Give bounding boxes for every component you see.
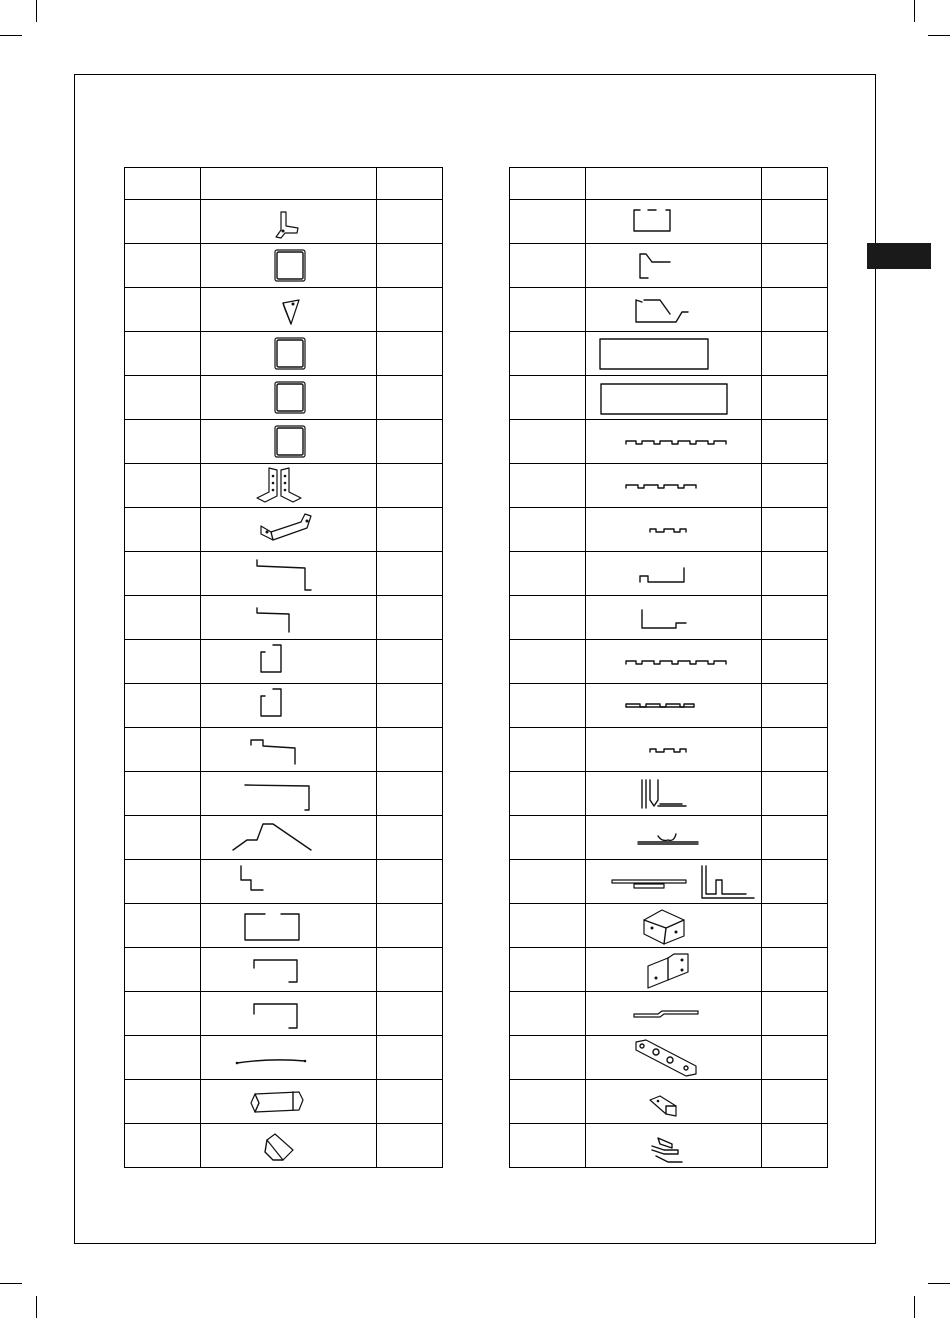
box-bracket-icon (586, 904, 761, 947)
table-row (125, 948, 443, 992)
part-qty (762, 1036, 828, 1080)
table-row (510, 772, 828, 816)
part-no (125, 200, 201, 244)
part-no (125, 904, 201, 948)
crop-mark (0, 35, 22, 36)
table-row (510, 992, 828, 1036)
crop-mark (928, 1283, 950, 1284)
parts-table-left (124, 167, 443, 1168)
part-qty (762, 420, 828, 464)
part-qty (762, 904, 828, 948)
part-no (125, 1036, 201, 1080)
crop-mark (914, 0, 915, 22)
channel-profile-icon (201, 948, 376, 991)
triangular-gusset-icon (201, 288, 376, 331)
notched-rail-medium-icon (586, 684, 761, 727)
part-qty (762, 244, 828, 288)
header-no (510, 168, 586, 200)
notched-rail-long-icon (586, 420, 761, 463)
part-qty (762, 1080, 828, 1124)
table-header-row (510, 168, 828, 200)
part-qty (762, 992, 828, 1036)
part-qty (762, 772, 828, 816)
header-picture (201, 168, 377, 200)
table-row (510, 420, 828, 464)
step-down-profile-icon (201, 860, 376, 903)
table-row (510, 948, 828, 992)
table-row (510, 596, 828, 640)
table-row (510, 376, 828, 420)
table-row (125, 684, 443, 728)
part-no (510, 1036, 586, 1080)
crop-mark (36, 1296, 37, 1318)
table-row (510, 200, 828, 244)
table-row (125, 640, 443, 684)
part-no (510, 816, 586, 860)
flat-panel-icon (586, 376, 761, 419)
step-profile-icon (201, 728, 376, 771)
step-profile-icon (586, 596, 761, 639)
header-qty (377, 168, 443, 200)
part-no (510, 948, 586, 992)
arched-strip-icon (201, 1036, 376, 1079)
part-no (510, 904, 586, 948)
part-no (510, 508, 586, 552)
part-no (510, 420, 586, 464)
table-row (125, 552, 443, 596)
part-qty (762, 508, 828, 552)
spring-clip-icon (586, 816, 761, 859)
clip-bracket-icon (586, 772, 761, 815)
table-header-row (125, 168, 443, 200)
part-no (125, 1080, 201, 1124)
flat-panel-icon (586, 332, 761, 375)
part-no (125, 992, 201, 1036)
notched-rail-short-icon (586, 508, 761, 551)
table-row (510, 640, 828, 684)
part-qty (377, 200, 443, 244)
part-no (125, 508, 201, 552)
part-no (125, 332, 201, 376)
table-row (510, 288, 828, 332)
z-profile-icon (201, 552, 376, 595)
table-row (510, 464, 828, 508)
table-row (125, 992, 443, 1036)
step-profile-icon (586, 552, 761, 595)
part-no (510, 464, 586, 508)
table-row (125, 332, 443, 376)
table-row (510, 904, 828, 948)
z-bracket-icon (586, 948, 761, 991)
part-qty (377, 860, 443, 904)
part-no (125, 464, 201, 508)
part-qty (762, 816, 828, 860)
table-row (125, 904, 443, 948)
part-no (510, 772, 586, 816)
part-qty (377, 816, 443, 860)
part-qty (762, 1124, 828, 1168)
part-qty (762, 332, 828, 376)
part-no (125, 1124, 201, 1168)
part-no (510, 684, 586, 728)
table-row (510, 728, 828, 772)
table-row (125, 200, 443, 244)
part-qty (377, 552, 443, 596)
table-row (125, 244, 443, 288)
part-no (510, 200, 586, 244)
part-qty (377, 948, 443, 992)
part-qty (762, 684, 828, 728)
table-row (125, 288, 443, 332)
flat-offset-strip-icon (586, 992, 761, 1035)
parts-table-right (509, 167, 828, 1168)
header-picture (586, 168, 762, 200)
part-qty (762, 728, 828, 772)
part-qty (377, 1080, 443, 1124)
part-qty (377, 992, 443, 1036)
three-way-corner-bracket-icon (201, 200, 376, 243)
open-channel-icon (586, 200, 761, 243)
part-qty (377, 508, 443, 552)
hook-profile-icon (586, 244, 761, 287)
part-qty (377, 596, 443, 640)
part-no (510, 552, 586, 596)
table-row (510, 860, 828, 904)
upright-bracket-pair-icon (201, 464, 376, 507)
part-qty (377, 640, 443, 684)
part-no (125, 728, 201, 772)
part-no (510, 376, 586, 420)
part-qty (762, 200, 828, 244)
part-no (125, 420, 201, 464)
crop-mark (928, 35, 950, 36)
part-qty (762, 464, 828, 508)
part-qty (377, 1124, 443, 1168)
table-row (125, 1124, 443, 1168)
part-qty (762, 640, 828, 684)
square-panel-icon (201, 376, 376, 419)
table-row (510, 1036, 828, 1080)
part-qty (377, 684, 443, 728)
part-qty (377, 332, 443, 376)
table-row (125, 420, 443, 464)
crop-mark (36, 0, 37, 22)
notched-rail-short-icon (586, 728, 761, 771)
table-row (510, 816, 828, 860)
table-row (510, 508, 828, 552)
table-row (125, 1036, 443, 1080)
table-row (125, 508, 443, 552)
part-no (125, 288, 201, 332)
table-row (510, 684, 828, 728)
part-qty (762, 596, 828, 640)
notched-rail-long-icon (586, 640, 761, 683)
hat-profile-icon (586, 288, 761, 331)
l-profile-icon (201, 596, 376, 639)
small-hinge-icon (586, 1080, 761, 1123)
u-mounting-bracket-icon (201, 508, 376, 551)
table-row (510, 244, 828, 288)
table-row (125, 860, 443, 904)
channel-profile-icon (201, 992, 376, 1035)
part-no (510, 640, 586, 684)
mounting-plate-icon (586, 1036, 761, 1079)
table-row (125, 772, 443, 816)
part-no (125, 552, 201, 596)
table-row (125, 596, 443, 640)
small-clip-icon (201, 1124, 376, 1167)
table-row (510, 1080, 828, 1124)
table-row (125, 376, 443, 420)
header-no (125, 168, 201, 200)
part-no (510, 1080, 586, 1124)
part-no (125, 816, 201, 860)
part-qty (762, 948, 828, 992)
c-profile-icon (201, 684, 376, 727)
part-no (125, 772, 201, 816)
table-row (125, 1080, 443, 1124)
part-no (125, 640, 201, 684)
part-qty (762, 860, 828, 904)
part-no (125, 244, 201, 288)
part-no (125, 376, 201, 420)
part-no (510, 728, 586, 772)
part-qty (377, 420, 443, 464)
part-no (125, 860, 201, 904)
square-panel-icon (201, 332, 376, 375)
double-hook-clip-icon (586, 1124, 761, 1167)
part-no (510, 288, 586, 332)
c-profile-icon (201, 640, 376, 683)
square-panel-icon (201, 420, 376, 463)
crop-mark (0, 1283, 22, 1284)
rail-and-clip-icon (586, 860, 761, 903)
part-qty (377, 288, 443, 332)
part-qty (377, 772, 443, 816)
part-no (510, 332, 586, 376)
crop-mark (914, 1296, 915, 1318)
square-panel-icon (201, 244, 376, 287)
channel-profile-icon (201, 904, 376, 947)
part-no (510, 1124, 586, 1168)
table-row (125, 464, 443, 508)
header-qty (762, 168, 828, 200)
part-no (510, 992, 586, 1036)
part-qty (377, 244, 443, 288)
part-no (125, 684, 201, 728)
long-angle-profile-icon (201, 772, 376, 815)
table-row (125, 816, 443, 860)
table-row (510, 1124, 828, 1168)
part-qty (762, 288, 828, 332)
part-no (125, 596, 201, 640)
part-no (510, 244, 586, 288)
part-qty (377, 376, 443, 420)
part-qty (377, 904, 443, 948)
part-qty (377, 1036, 443, 1080)
part-qty (377, 728, 443, 772)
table-row (510, 552, 828, 596)
section-tab-marker (867, 243, 931, 269)
part-no (510, 860, 586, 904)
table-row (125, 728, 443, 772)
part-qty (762, 552, 828, 596)
part-qty (762, 376, 828, 420)
part-qty (377, 464, 443, 508)
part-no (510, 596, 586, 640)
notched-rail-medium-icon (586, 464, 761, 507)
cylinder-tube-icon (201, 1080, 376, 1123)
roof-ridge-profile-icon (201, 816, 376, 859)
table-row (510, 332, 828, 376)
part-no (125, 948, 201, 992)
